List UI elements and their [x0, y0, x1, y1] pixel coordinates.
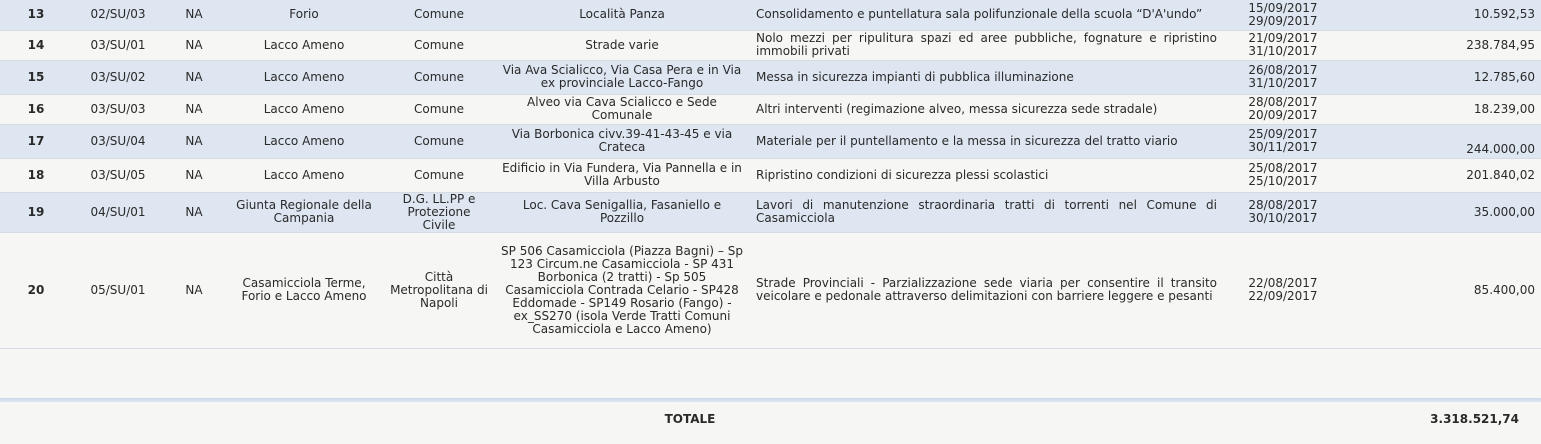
date-range — [1229, 162, 1337, 188]
province-cell: NA — [164, 30, 224, 60]
description-cell: Lavori di manutenzione straordinaria tratti di torrenti nel Comune di Casamicciola — [750, 192, 1223, 232]
municipality-cell: Lacco Ameno — [224, 124, 384, 158]
row-number-cell: 16 — [0, 94, 72, 124]
total-divider — [0, 398, 1541, 402]
dates-cell — [1223, 232, 1343, 348]
table-row — [0, 158, 1541, 192]
authority-cell: Città Metropolitana di Napoli — [384, 232, 494, 348]
date-range — [1229, 2, 1337, 28]
date-range — [1229, 128, 1337, 154]
authority-cell: Comune — [384, 60, 494, 94]
intervention-code-cell: 05/SU/01 — [72, 232, 164, 348]
table-row — [0, 60, 1541, 94]
end-date: 31/10/2017 — [1248, 44, 1318, 58]
table-row — [0, 232, 1541, 348]
dates-cell — [1223, 30, 1343, 60]
start-date: 25/09/2017 — [1248, 127, 1318, 141]
intervention-code-cell: 03/SU/03 — [72, 94, 164, 124]
municipality-cell: Lacco Ameno — [224, 158, 384, 192]
date-range — [1229, 199, 1337, 225]
authority-cell: Comune — [384, 158, 494, 192]
description-cell: Ripristino condizioni di sicurezza plessi scolastici — [750, 158, 1223, 192]
amount-cell: 12.785,60 — [1343, 60, 1541, 94]
municipality-cell: Giunta Regionale della Campania — [224, 192, 384, 232]
province-cell: NA — [164, 124, 224, 158]
dates-cell — [1223, 158, 1343, 192]
location-cell: Via Ava Scialicco, Via Casa Pera e in Via ex provinciale Lacco-Fango — [494, 60, 750, 94]
province-cell: NA — [164, 0, 224, 30]
amount-cell: 10.592,53 — [1343, 0, 1541, 30]
table-row — [0, 94, 1541, 124]
location-cell: Via Borbonica civv.39-41-43-45 e via Crateca — [494, 124, 750, 158]
province-cell: NA — [164, 158, 224, 192]
amount-cell: 244.000,00 — [1343, 124, 1541, 158]
province-cell: NA — [164, 232, 224, 348]
row-number-cell: 13 — [0, 0, 72, 30]
table-row — [0, 30, 1541, 60]
authority-cell: D.G. LL.PP e Protezione Civile — [384, 192, 494, 232]
start-date: 26/08/2017 — [1248, 63, 1318, 77]
municipality-cell: Lacco Ameno — [224, 60, 384, 94]
authority-cell: Comune — [384, 0, 494, 30]
amount-cell: 238.784,95 — [1343, 30, 1541, 60]
municipality-cell: Casamicciola Terme, Forio e Lacco Ameno — [224, 232, 384, 348]
location-cell: Edificio in Via Fundera, Via Pannella e in Villa Arbusto — [494, 158, 750, 192]
start-date: 21/09/2017 — [1248, 31, 1318, 45]
municipality-cell: Forio — [224, 0, 384, 30]
authority-cell: Comune — [384, 94, 494, 124]
amount-cell: 35.000,00 — [1343, 192, 1541, 232]
municipality-cell: Lacco Ameno — [224, 94, 384, 124]
start-date: 28/08/2017 — [1248, 198, 1318, 212]
description-cell: Nolo mezzi per ripulitura spazi ed aree pubbliche, fognature e ripristino immobili privati — [750, 30, 1223, 60]
intervention-code-cell: 03/SU/01 — [72, 30, 164, 60]
province-cell: NA — [164, 192, 224, 232]
authority-cell: Comune — [384, 124, 494, 158]
start-date: 15/09/2017 — [1248, 0, 1318, 15]
amount-cell: 18.239,00 — [1343, 94, 1541, 124]
intervention-code-cell: 03/SU/05 — [72, 158, 164, 192]
dates-cell — [1223, 60, 1343, 94]
amount-cell: 201.840,02 — [1343, 158, 1541, 192]
date-range — [1229, 277, 1337, 303]
intervention-code-cell: 03/SU/04 — [72, 124, 164, 158]
row-number-cell: 18 — [0, 158, 72, 192]
location-cell: SP 506 Casamicciola (Piazza Bagni) – Sp 123 Circum.ne Casamicciola - SP 431 Borbonica (2 tratti) - Sp 505 Casamicciola Contrada Celario - SP428 Eddomade - SP149 Rosario (Fango) - ex_SS270 (isola Verde Tratti Comuni Casamicciola e Lacco Ameno) — [494, 232, 750, 348]
start-date: 28/08/2017 — [1248, 95, 1318, 109]
row-number-cell: 15 — [0, 60, 72, 94]
end-date: 20/09/2017 — [1248, 108, 1318, 122]
province-cell: NA — [164, 60, 224, 94]
intervention-code-cell: 04/SU/01 — [72, 192, 164, 232]
intervention-code-cell: 02/SU/03 — [72, 0, 164, 30]
date-range — [1229, 96, 1337, 122]
table-row — [0, 192, 1541, 232]
start-date: 25/08/2017 — [1248, 161, 1318, 175]
location-cell: Alveo via Cava Scialicco e Sede Comunale — [494, 94, 750, 124]
total-label: TOTALE — [664, 412, 716, 426]
intervention-code-cell: 03/SU/02 — [72, 60, 164, 94]
description-cell: Altri interventi (regimazione alveo, messa sicurezza sede stradale) — [750, 94, 1223, 124]
end-date: 25/10/2017 — [1248, 174, 1318, 188]
authority-cell: Comune — [384, 30, 494, 60]
row-number-cell: 17 — [0, 124, 72, 158]
description-cell: Messa in sicurezza impianti di pubblica illuminazione — [750, 60, 1223, 94]
amount-cell: 85.400,00 — [1343, 232, 1541, 348]
location-cell: Località Panza — [494, 0, 750, 30]
date-range — [1229, 32, 1337, 58]
table-row — [0, 0, 1541, 30]
location-cell: Loc. Cava Senigallia, Fasaniello e Pozzillo — [494, 192, 750, 232]
description-cell: Strade Provinciali - Parzializzazione sede viaria per consentire il transito veicolare e pedonale attraverso delimitazioni con barriere leggere e pesanti — [750, 232, 1223, 348]
location-cell: Strade varie — [494, 30, 750, 60]
province-cell: NA — [164, 94, 224, 124]
end-date: 22/09/2017 — [1248, 289, 1318, 303]
end-date: 29/09/2017 — [1248, 13, 1318, 28]
end-date: 30/10/2017 — [1248, 211, 1318, 225]
dates-cell — [1223, 94, 1343, 124]
total-amount: 3.318.521,74 — [1430, 412, 1519, 426]
start-date: 22/08/2017 — [1248, 276, 1318, 290]
row-number-cell: 19 — [0, 192, 72, 232]
description-cell: Materiale per il puntellamento e la messa in sicurezza del tratto viario — [750, 124, 1223, 158]
dates-cell — [1223, 0, 1343, 30]
table-row — [0, 124, 1541, 158]
description-cell: Consolidamento e puntellatura sala polifunzionale della scuola “D'A'undo” — [750, 0, 1223, 30]
end-date: 30/11/2017 — [1248, 140, 1318, 154]
row-number-cell: 20 — [0, 232, 72, 348]
end-date: 31/10/2017 — [1248, 76, 1318, 90]
dates-cell — [1223, 192, 1343, 232]
municipality-cell: Lacco Ameno — [224, 30, 384, 60]
row-number-cell: 14 — [0, 30, 72, 60]
date-range — [1229, 64, 1337, 90]
dates-cell — [1223, 124, 1343, 158]
